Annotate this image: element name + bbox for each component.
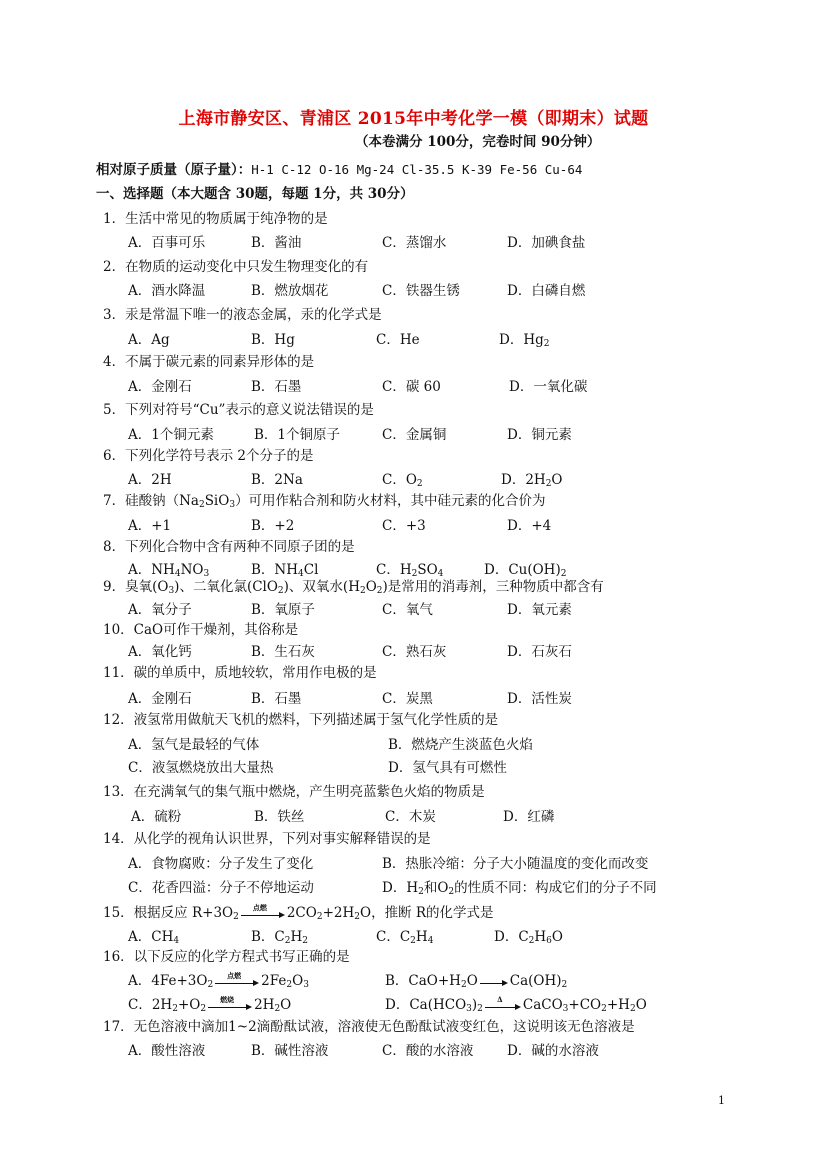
q15-option-b: B．$C_2H_2$	[251, 929, 308, 946]
q15-option-a: A．$CH_4$	[128, 929, 180, 946]
q12-option-c: C．液氢燃烧放出大量热	[128, 760, 274, 776]
q14-option-d: D．$H_2$和$O_2$的性质不同：构成它们的分子不同	[382, 880, 657, 897]
question-15: 15．根据反应 $R+3O_2$ 点燃 $2CO_2+2H_2O$，推断 R的化学式是	[103, 902, 494, 922]
question-11: 11．碳的单质中，质地较软，常用作电极的是	[103, 665, 377, 681]
reaction-arrow-icon	[480, 976, 508, 988]
atomic-mass-values: H-1 C-12 O-16 Mg-24 Cl-35.5 K-39 Fe-56 Cu-64	[251, 162, 583, 177]
q3-option-d: D．$Hg_2$	[499, 332, 550, 349]
question-5: 5．下列对符号“Cu”表示的意义说法错误的是	[103, 402, 374, 418]
question-1: 1．生活中常见的物质属于纯净物的是	[103, 211, 328, 227]
q9-option-a: A．氧分子	[128, 602, 192, 618]
question-16: 16．以下反应的化学方程式书写正确的是	[103, 949, 350, 965]
q7-option-c: C．+3	[382, 518, 426, 534]
question-8: 8．下列化合物中含有两种不同原子团的是	[103, 539, 355, 555]
q9-option-c: C．氧气	[382, 602, 433, 618]
atomic-mass-label: 相对原子质量（原子量）：	[96, 162, 252, 178]
q7-option-a: A．+1	[128, 518, 172, 534]
q6-option-a: A．2H	[128, 472, 172, 488]
q10-option-c: C．熟石灰	[382, 644, 447, 660]
q16-option-d: D．$Ca(HCO_3)_2$ Δ $CaCO_3+CO_2+H_2O$	[385, 994, 647, 1014]
question-13: 13．在充满氧气的集气瓶中燃烧，产生明亮蓝紫色火焰的物质是	[103, 784, 485, 800]
atomic-mass-line	[96, 158, 582, 178]
q13-option-b: B．铁丝	[254, 809, 305, 825]
q17-option-d: D．碱的水溶液	[507, 1043, 599, 1059]
q13-option-a: A．硫粉	[131, 809, 182, 825]
q5-option-b: B．1个铜原子	[254, 427, 341, 443]
question-14: 14．从化学的视角认识世界，下列对事实解释错误的是	[103, 831, 431, 847]
q14-option-b: B．热胀冷缩：分子大小随温度的变化而改变	[382, 856, 649, 872]
q13-option-d: D．红磷	[503, 809, 555, 825]
q17-option-b: B．碱性溶液	[251, 1043, 329, 1059]
q6-option-b: B．2Na	[251, 472, 303, 488]
reaction-arrow-icon: 点燃	[215, 976, 259, 988]
q3-option-a: A．Ag	[128, 332, 170, 348]
reaction-arrow-icon: Δ	[485, 1000, 521, 1012]
q16-option-b: B．$CaO+H_2O$ $Ca(OH)_2$	[385, 973, 568, 990]
q15-option-d: D．$C_2H_6O$	[494, 929, 563, 946]
q1-option-a: A．百事可乐	[128, 235, 206, 251]
q7-option-b: B．+2	[251, 518, 295, 534]
q14-option-a: A．食物腐败：分子发生了变化	[128, 856, 314, 872]
q12-option-b: B．燃烧产生淡蓝色火焰	[388, 737, 533, 753]
question-3: 3．汞是常温下唯一的液态金属，汞的化学式是	[103, 307, 382, 323]
q8-option-c: C．$H_2SO_4$	[376, 562, 444, 579]
q13-option-c: C．木炭	[385, 809, 436, 825]
q14-option-c: C．花香四溢：分子不停地运动	[128, 880, 314, 896]
question-9: 9．臭氧$(O_3)$、二氧化氯(ClO$_2$)、双氧水$(H_2O_2)$是常用的消毒剂，三种物质中都含有	[103, 579, 604, 596]
q12-option-d: D．氢气具有可燃性	[388, 760, 507, 776]
q1-option-c: C．蒸馏水	[382, 235, 447, 251]
q4-option-c: C．碳 60	[382, 379, 441, 395]
q4-option-b: B．石墨	[251, 379, 302, 395]
q8-option-a: A．$NH_4NO_3$	[128, 562, 210, 579]
q8-option-d: D．$Cu(OH)_2$	[484, 562, 567, 579]
q2-option-c: C．铁器生锈	[382, 283, 460, 299]
question-12: 12．液氢常用做航天飞机的燃料，下列描述属于氢气化学性质的是	[103, 712, 499, 728]
q7-option-d: D．+4	[507, 518, 552, 534]
question-6: 6．下列化学符号表示 2个分子的是	[103, 448, 314, 464]
q1-option-b: B．酱油	[251, 235, 302, 251]
page-number: 1	[718, 1094, 725, 1107]
question-2: 2．在物质的运动变化中只发生物理变化的有	[103, 259, 369, 275]
q15-option-c: C．$C_2H_4$	[376, 929, 434, 946]
section-heading: 一、选择题（本大题含 30题，每题 1分，共 30分）	[96, 186, 414, 202]
q12-option-a: A．氢气是最轻的气体	[128, 737, 260, 753]
question-4: 4．不属于碳元素的同素异形体的是	[103, 354, 315, 370]
reaction-arrow-icon: 燃烧	[208, 1000, 252, 1012]
q17-option-a: A．酸性溶液	[128, 1043, 206, 1059]
q9-option-b: B．氧原子	[251, 602, 315, 618]
q11-option-c: C．炭黑	[382, 691, 433, 707]
q10-option-d: D．石灰石	[507, 644, 572, 660]
exam-title: 上海市静安区、青浦区 2015年中考化学一模（即期末）试题	[178, 109, 649, 129]
q1-option-d: D．加碘食盐	[507, 235, 586, 251]
q8-option-b: B．$NH_4Cl$	[251, 562, 319, 579]
q5-option-c: C．金属铜	[382, 427, 447, 443]
q5-option-a: A．1个铜元素	[128, 427, 214, 443]
question-10: 10．CaO可作干燥剂，其俗称是	[103, 622, 299, 638]
q3-option-c: C．He	[376, 332, 420, 348]
reaction-arrow-icon: 点燃	[241, 908, 285, 920]
q2-option-a: A．酒水降温	[128, 283, 206, 299]
q11-option-d: D．活性炭	[507, 691, 572, 707]
q11-option-a: A．金刚石	[128, 691, 192, 707]
q6-option-d: D．$2H_2O$	[501, 472, 563, 489]
q16-option-a: A．$4Fe+3O_2$ 点燃 $2Fe_2O_3$	[128, 970, 309, 990]
q16-option-c: C．$2H_2+O_2$ 燃烧 $2H_2O$	[128, 994, 292, 1014]
q10-option-a: A．氧化钙	[128, 644, 192, 660]
q17-option-c: C．酸的水溶液	[382, 1043, 474, 1059]
q11-option-b: B．石墨	[251, 691, 302, 707]
exam-subtitle: （本卷满分 100分，完卷时间 90分钟）	[355, 134, 601, 150]
q10-option-b: B．生石灰	[251, 644, 315, 660]
q5-option-d: D．铜元素	[507, 427, 572, 443]
q2-option-b: B．燃放烟花	[251, 283, 329, 299]
question-7: 7．硅酸钠$(Na_2SiO_3)$可用作粘合剂和防火材料，其中硅元素的化合价为	[103, 493, 546, 510]
question-17: 17．无色溶液中滴加1~2滴酚酞试液，溶液使无色酚酞试液变红色，这说明该无色溶液是	[103, 1019, 635, 1035]
q6-option-c: C．$O_2$	[382, 472, 423, 489]
q3-option-b: B．Hg	[251, 332, 295, 348]
q9-option-d: D．氧元素	[507, 602, 572, 618]
q2-option-d: D．白磷自燃	[507, 283, 586, 299]
q4-option-d: D．一氧化碳	[509, 379, 588, 395]
q4-option-a: A．金刚石	[128, 379, 192, 395]
